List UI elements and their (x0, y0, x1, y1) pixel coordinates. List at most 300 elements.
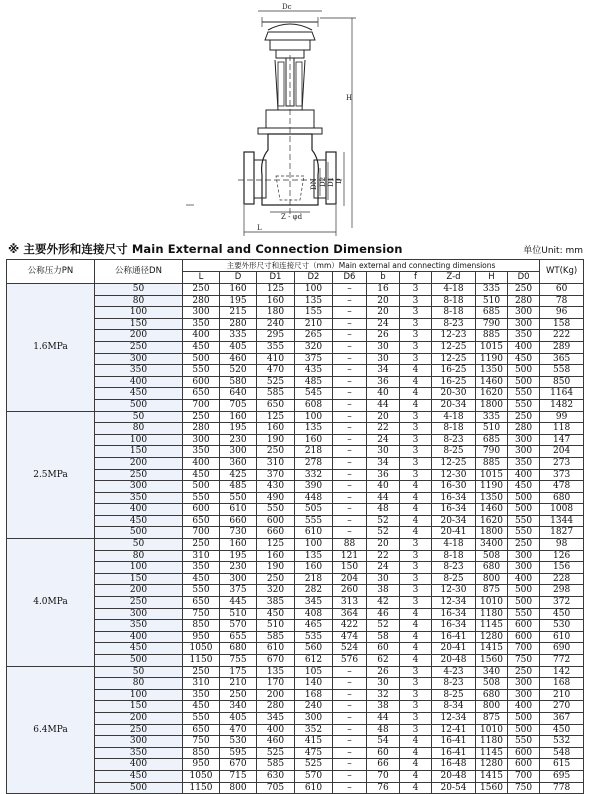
column-header-5: b (367, 272, 400, 284)
value-cell: 32 (367, 689, 400, 701)
value-cell: 450 (508, 481, 540, 493)
value-cell: 1350 (476, 492, 508, 504)
value-cell: 3 (400, 689, 432, 701)
dn-cell: 300 (95, 736, 183, 748)
value-cell: 1460 (476, 376, 508, 388)
dn-cell: 50 (95, 411, 183, 423)
value-cell: 470 (220, 724, 257, 736)
table-row (7, 539, 584, 551)
value-cell: 610 (220, 504, 257, 516)
value-cell: 850 (183, 747, 220, 759)
value-cell: 3 (400, 318, 432, 330)
value-cell: 612 (295, 655, 333, 667)
dim-label-d1: D1 (327, 176, 335, 187)
value-cell: 300 (508, 689, 540, 701)
value-cell: 415 (295, 736, 333, 748)
value-cell: 8-25 (432, 689, 476, 701)
value-cell: 750 (183, 608, 220, 620)
value-cell: 250 (508, 666, 540, 678)
value-cell: – (333, 666, 367, 678)
value-cell: 1015 (476, 469, 508, 481)
dn-cell: 250 (95, 341, 183, 353)
value-cell: 772 (540, 655, 584, 667)
value-cell: 4 (400, 376, 432, 388)
value-cell: 650 (183, 515, 220, 527)
value-cell: 1620 (476, 515, 508, 527)
value-cell: 3 (400, 562, 432, 574)
value-cell: 460 (257, 736, 295, 748)
value-cell: 1008 (540, 504, 584, 516)
value-cell: 600 (508, 620, 540, 632)
dn-cell: 300 (95, 481, 183, 493)
value-cell: 30 (367, 446, 400, 458)
value-cell: 125 (257, 539, 295, 551)
value-cell: 273 (540, 457, 584, 469)
pressure-cell: 1.6MPa (7, 284, 95, 412)
value-cell: 160 (220, 539, 257, 551)
value-cell: 450 (183, 701, 220, 713)
handwheel-icon (262, 17, 318, 58)
value-cell: 550 (508, 399, 540, 411)
value-cell: 16-41 (432, 747, 476, 759)
dn-cell: 450 (95, 515, 183, 527)
value-cell: 46 (367, 608, 400, 620)
value-cell: 500 (508, 597, 540, 609)
value-cell: 3 (400, 724, 432, 736)
dn-cell: 500 (95, 782, 183, 794)
value-cell: 360 (220, 457, 257, 469)
value-cell: 685 (476, 434, 508, 446)
value-cell: 12-34 (432, 712, 476, 724)
value-cell: 1145 (476, 620, 508, 632)
value-cell: 475 (295, 747, 333, 759)
column-header-0: L (183, 272, 220, 284)
value-cell: 670 (220, 759, 257, 771)
value-cell: 400 (508, 341, 540, 353)
value-cell: 600 (508, 747, 540, 759)
value-cell: 3 (400, 573, 432, 585)
value-cell: 460 (220, 353, 257, 365)
dim-label-l: L (257, 224, 262, 232)
value-cell: 608 (295, 399, 333, 411)
dimensions-group-header: 主要外形尺寸和连接尺寸（mm）Main external and connecting dimensions (183, 260, 540, 272)
value-cell: 585 (257, 388, 295, 400)
value-cell: 448 (295, 492, 333, 504)
value-cell: 555 (295, 515, 333, 527)
value-cell: 445 (220, 597, 257, 609)
value-cell: 545 (295, 388, 333, 400)
value-cell: 48 (367, 504, 400, 516)
value-cell: 168 (540, 678, 584, 690)
column-header-4: D6 (333, 272, 367, 284)
value-cell: 170 (257, 678, 295, 690)
value-cell: 372 (540, 597, 584, 609)
value-cell: 660 (220, 515, 257, 527)
value-cell: 680 (220, 643, 257, 655)
value-cell: 450 (540, 724, 584, 736)
value-cell: 30 (367, 573, 400, 585)
value-cell: 250 (508, 411, 540, 423)
value-cell: 500 (183, 481, 220, 493)
value-cell: 3 (400, 295, 432, 307)
value-cell: – (333, 747, 367, 759)
value-cell: 345 (257, 712, 295, 724)
value-cell: 3 (400, 712, 432, 724)
value-cell: 36 (367, 376, 400, 388)
value-cell: 705 (220, 399, 257, 411)
wt-header: WT(Kg) (540, 260, 584, 284)
value-cell: 345 (295, 597, 333, 609)
value-cell: 500 (508, 724, 540, 736)
value-cell: 585 (257, 759, 295, 771)
value-cell: 230 (220, 434, 257, 446)
column-header-6: f (400, 272, 432, 284)
value-cell: 16 (367, 284, 400, 296)
unit-label: 单位Unit: mm (523, 246, 583, 256)
value-cell: 8-23 (432, 318, 476, 330)
value-cell: 20-48 (432, 655, 476, 667)
value-cell: 280 (183, 423, 220, 435)
table-row (7, 411, 584, 423)
value-cell: – (333, 284, 367, 296)
value-cell: – (333, 434, 367, 446)
value-cell: 548 (540, 747, 584, 759)
value-cell: 450 (257, 608, 295, 620)
value-cell: 8-23 (432, 434, 476, 446)
value-cell: 160 (295, 434, 333, 446)
value-cell: 485 (295, 376, 333, 388)
value-cell: 313 (333, 597, 367, 609)
value-cell: 38 (367, 701, 400, 713)
value-cell: 950 (183, 631, 220, 643)
value-cell: 435 (295, 365, 333, 377)
value-cell: 550 (508, 736, 540, 748)
value-cell: 340 (220, 701, 257, 713)
value-cell: 3 (400, 701, 432, 713)
value-cell: 500 (183, 353, 220, 365)
value-cell: 52 (367, 515, 400, 527)
value-cell: 367 (540, 712, 584, 724)
value-cell: 576 (333, 655, 367, 667)
value-cell: 500 (508, 376, 540, 388)
column-header-7: Z-d (432, 272, 476, 284)
value-cell: 300 (508, 446, 540, 458)
value-cell: – (333, 504, 367, 516)
value-cell: 44 (367, 492, 400, 504)
value-cell: 485 (220, 481, 257, 493)
value-cell: 12-23 (432, 330, 476, 342)
value-cell: 40 (367, 388, 400, 400)
value-cell: 550 (508, 527, 540, 539)
value-cell: 410 (257, 353, 295, 365)
value-cell: 240 (295, 701, 333, 713)
value-cell: 600 (508, 759, 540, 771)
value-cell: 3 (400, 539, 432, 551)
value-cell: 78 (540, 295, 584, 307)
dn-cell: 150 (95, 318, 183, 330)
value-cell: 100 (295, 284, 333, 296)
value-cell: 4 (400, 620, 432, 632)
value-cell: 20-30 (432, 388, 476, 400)
value-cell: 250 (220, 689, 257, 701)
value-cell: 180 (257, 307, 295, 319)
dim-label-h: H (346, 94, 353, 102)
value-cell: 222 (540, 330, 584, 342)
value-cell: 1180 (476, 608, 508, 620)
value-cell: – (333, 469, 367, 481)
value-cell: 350 (183, 446, 220, 458)
value-cell: 250 (257, 446, 295, 458)
value-cell: 210 (540, 689, 584, 701)
column-header-3: D2 (295, 272, 333, 284)
value-cell: – (333, 307, 367, 319)
value-cell: 4 (400, 365, 432, 377)
value-cell: 140 (295, 678, 333, 690)
value-cell: 8-18 (432, 423, 476, 435)
value-cell: 3 (400, 353, 432, 365)
value-cell: 125 (257, 411, 295, 423)
dn-cell: 350 (95, 365, 183, 377)
value-cell: 228 (540, 573, 584, 585)
value-cell: 34 (367, 365, 400, 377)
value-cell: 8-23 (432, 562, 476, 574)
value-cell: 422 (333, 620, 367, 632)
dn-cell: 450 (95, 770, 183, 782)
value-cell: 1150 (183, 782, 220, 794)
value-cell: 8-25 (432, 446, 476, 458)
value-cell: 20 (367, 411, 400, 423)
value-cell: 16-30 (432, 481, 476, 493)
value-cell: 1344 (540, 515, 584, 527)
value-cell: 20-34 (432, 399, 476, 411)
value-cell: – (333, 423, 367, 435)
value-cell: 364 (333, 608, 367, 620)
value-cell: 147 (540, 434, 584, 446)
value-cell: 126 (540, 550, 584, 562)
value-cell: – (333, 782, 367, 794)
value-cell: – (333, 770, 367, 782)
dn-cell: 150 (95, 573, 183, 585)
dn-cell: 250 (95, 469, 183, 481)
value-cell: 160 (220, 284, 257, 296)
value-cell: 300 (183, 307, 220, 319)
value-cell: 530 (220, 736, 257, 748)
value-cell: 885 (476, 330, 508, 342)
value-cell: 1350 (476, 365, 508, 377)
value-cell: 20 (367, 295, 400, 307)
dn-cell: 400 (95, 504, 183, 516)
value-cell: 650 (183, 388, 220, 400)
value-cell: 300 (508, 678, 540, 690)
value-cell: 1050 (183, 770, 220, 782)
value-cell: 58 (367, 631, 400, 643)
value-cell: 160 (295, 562, 333, 574)
value-cell: 1827 (540, 527, 584, 539)
value-cell: 250 (183, 539, 220, 551)
value-cell: 3 (400, 550, 432, 562)
value-cell: 66 (367, 759, 400, 771)
value-cell: 135 (295, 550, 333, 562)
value-cell: 750 (183, 736, 220, 748)
value-cell: 300 (508, 562, 540, 574)
value-cell: 12-41 (432, 724, 476, 736)
value-cell: 280 (508, 423, 540, 435)
dimension-table (6, 259, 584, 794)
value-cell: 76 (367, 782, 400, 794)
dn-cell: 350 (95, 747, 183, 759)
value-cell: 335 (476, 411, 508, 423)
value-cell: 62 (367, 655, 400, 667)
value-cell: 3 (400, 341, 432, 353)
value-cell: 558 (540, 365, 584, 377)
value-cell: – (333, 446, 367, 458)
value-cell: 600 (183, 504, 220, 516)
column-header-9: D0 (508, 272, 540, 284)
dn-cell: 350 (95, 492, 183, 504)
dim-label-z-d: Z - φd (281, 213, 303, 221)
value-cell: 525 (257, 376, 295, 388)
value-cell: 610 (257, 643, 295, 655)
value-cell: 42 (367, 597, 400, 609)
dn-cell: 500 (95, 655, 183, 667)
value-cell: 8-18 (432, 295, 476, 307)
value-cell: 300 (220, 446, 257, 458)
value-cell: 352 (295, 724, 333, 736)
value-cell: 550 (508, 388, 540, 400)
value-cell: 500 (508, 504, 540, 516)
value-cell: 190 (257, 562, 295, 574)
pressure-cell: 4.0MPa (7, 539, 95, 667)
value-cell: 3 (400, 284, 432, 296)
value-cell: 204 (333, 573, 367, 585)
value-cell: 12-25 (432, 341, 476, 353)
value-cell: 350 (508, 330, 540, 342)
value-cell: 525 (295, 759, 333, 771)
value-cell: 100 (295, 411, 333, 423)
value-cell: 1050 (183, 643, 220, 655)
dim-label-d2: D2 (319, 176, 327, 187)
value-cell: 20 (367, 539, 400, 551)
value-cell: 52 (367, 620, 400, 632)
value-cell: 595 (220, 747, 257, 759)
value-cell: 20 (367, 307, 400, 319)
dn-cell: 50 (95, 284, 183, 296)
dn-cell: 300 (95, 353, 183, 365)
value-cell: 524 (333, 643, 367, 655)
value-cell: 8-18 (432, 307, 476, 319)
value-cell: 3 (400, 411, 432, 423)
value-cell: – (333, 399, 367, 411)
value-cell: 3 (400, 423, 432, 435)
value-cell: 240 (257, 318, 295, 330)
value-cell: 778 (540, 782, 584, 794)
value-cell: 8-34 (432, 701, 476, 713)
value-cell: 168 (295, 689, 333, 701)
value-cell: – (333, 376, 367, 388)
value-cell: 1800 (476, 527, 508, 539)
value-cell: 332 (295, 469, 333, 481)
value-cell: 610 (295, 527, 333, 539)
value-cell: – (333, 515, 367, 527)
value-cell: – (333, 712, 367, 724)
value-cell: 585 (257, 631, 295, 643)
value-cell: 600 (183, 376, 220, 388)
value-cell: 550 (508, 608, 540, 620)
value-cell: 750 (508, 782, 540, 794)
value-cell: 100 (295, 539, 333, 551)
value-cell: 355 (257, 341, 295, 353)
value-cell: – (333, 318, 367, 330)
dn-cell: 80 (95, 550, 183, 562)
value-cell: 500 (508, 492, 540, 504)
value-cell: 24 (367, 434, 400, 446)
value-cell: 1145 (476, 747, 508, 759)
column-header-2: D1 (257, 272, 295, 284)
value-cell: 4 (400, 388, 432, 400)
value-cell: 300 (508, 318, 540, 330)
value-cell: 350 (183, 318, 220, 330)
value-cell: 790 (476, 446, 508, 458)
value-cell: 680 (476, 689, 508, 701)
value-cell: 16-48 (432, 759, 476, 771)
value-cell: – (333, 353, 367, 365)
value-cell: – (333, 365, 367, 377)
dn-cell: 250 (95, 597, 183, 609)
dn-cell: 150 (95, 446, 183, 458)
value-cell: 1620 (476, 388, 508, 400)
value-cell: 875 (476, 585, 508, 597)
value-cell: 250 (257, 573, 295, 585)
value-cell: – (333, 457, 367, 469)
value-cell: 20-34 (432, 515, 476, 527)
value-cell: – (333, 295, 367, 307)
value-cell: – (333, 330, 367, 342)
value-cell: 16-34 (432, 492, 476, 504)
value-cell: 22 (367, 550, 400, 562)
value-cell: 135 (295, 423, 333, 435)
value-cell: 550 (257, 504, 295, 516)
gate-valve-drawing (0, 0, 591, 240)
value-cell: – (333, 678, 367, 690)
value-cell: 60 (367, 747, 400, 759)
value-cell: 3400 (476, 539, 508, 551)
value-cell: 1190 (476, 353, 508, 365)
value-cell: 280 (183, 295, 220, 307)
dn-cell: 100 (95, 434, 183, 446)
value-cell: 510 (220, 608, 257, 620)
value-cell: 1280 (476, 759, 508, 771)
value-cell: 38 (367, 585, 400, 597)
dn-cell: 200 (95, 585, 183, 597)
pn-header: 公称压力PN (7, 260, 95, 284)
value-cell: 1415 (476, 770, 508, 782)
value-cell: 640 (220, 388, 257, 400)
value-cell: 560 (295, 643, 333, 655)
value-cell: 500 (508, 365, 540, 377)
value-cell: 700 (183, 527, 220, 539)
dn-cell: 100 (95, 689, 183, 701)
value-cell: 535 (295, 631, 333, 643)
value-cell: 44 (367, 399, 400, 411)
table-row (7, 666, 584, 678)
value-cell: 52 (367, 527, 400, 539)
value-cell: – (333, 492, 367, 504)
value-cell: 265 (295, 330, 333, 342)
value-cell: – (333, 759, 367, 771)
value-cell: 125 (257, 284, 295, 296)
dn-cell: 400 (95, 376, 183, 388)
dn-cell: 500 (95, 399, 183, 411)
